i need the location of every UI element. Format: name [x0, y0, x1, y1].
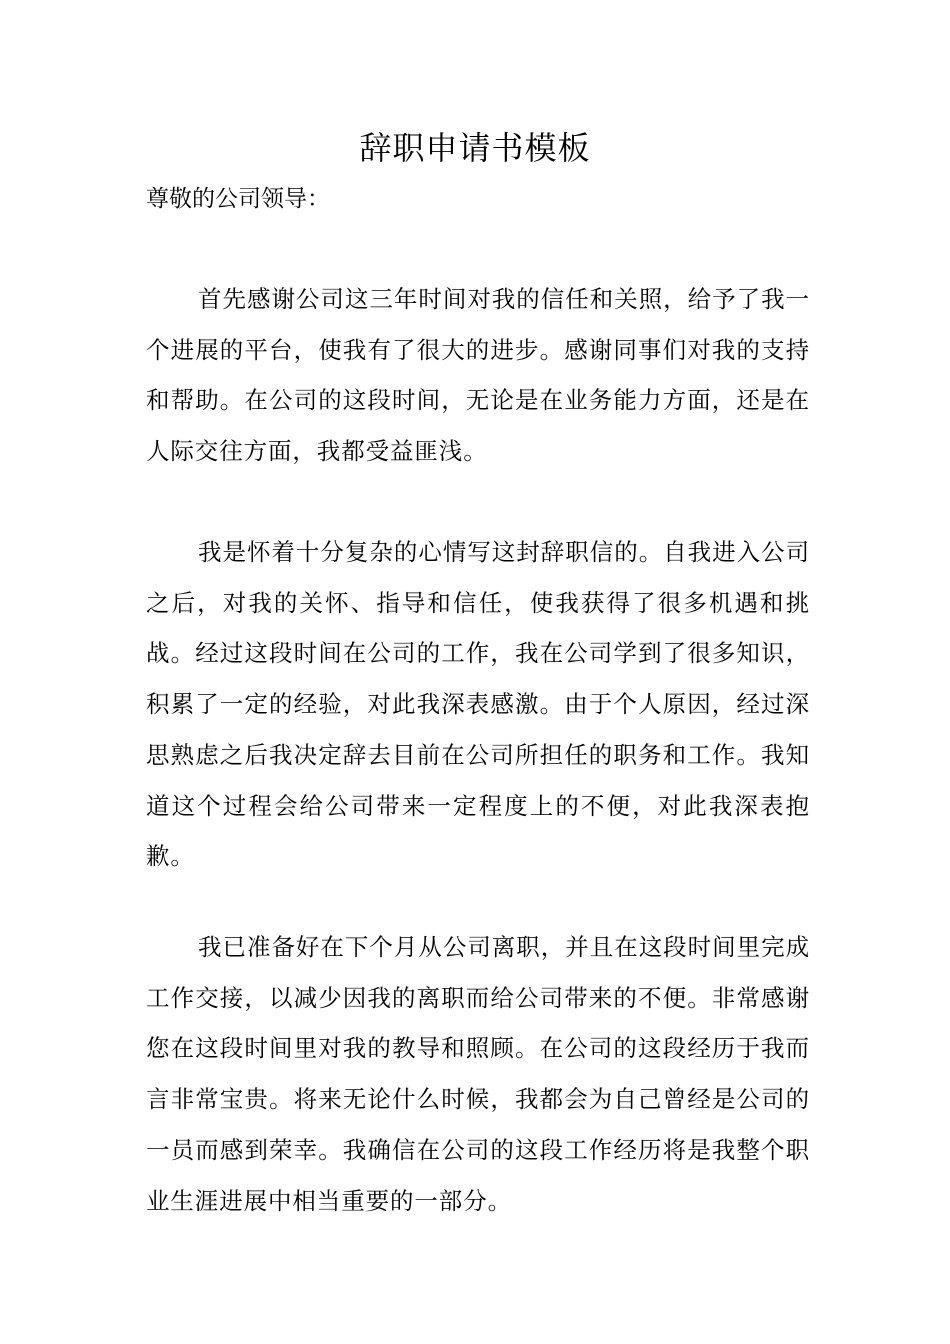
document-title: 辞职申请书模板 — [359, 129, 591, 167]
paragraph-1: 首先感谢公司这三年时间对我的信任和关照，给予了我一个进展的平台，使我有了很大的进步。感谢同事们对我的支持和帮助。在公司的这段时间，无论是在业务能力方面，还是在人际交往方面，我都受益匪浅。 — [146, 285, 810, 466]
paragraph-2: 我是怀着十分复杂的心情写这封辞职信的。自我进入公司之后，对我的关怀、指导和信任，使我获得了很多机遇和挑战。经过这段时间在公司的工作，我在公司学到了很多知识，积累了一定的经验，对此我深表感激。由于个人原因，经过深思熟虑之后我决定辞去目前在公司所担任的职务和工作。我知道这个过程会给公司带来一定程度上的不便，对此我深表抱歉。 — [146, 538, 810, 871]
paragraph-3: 我已准备好在下个月从公司离职，并且在这段时间里完成工作交接，以减少因我的离职而给公司带来的不便。非常感谢您在这段时间里对我的教导和照顾。在公司的这段经历于我而言非常宝贵。将来无论什么时候，我都会为自己曾经是公司的一员而感到荣幸。我确信在公司的这段工作经历将是我整个职业生涯进展中相当重要的一部分。 — [146, 933, 810, 1215]
salutation: 尊敬的公司领导： — [146, 186, 330, 212]
